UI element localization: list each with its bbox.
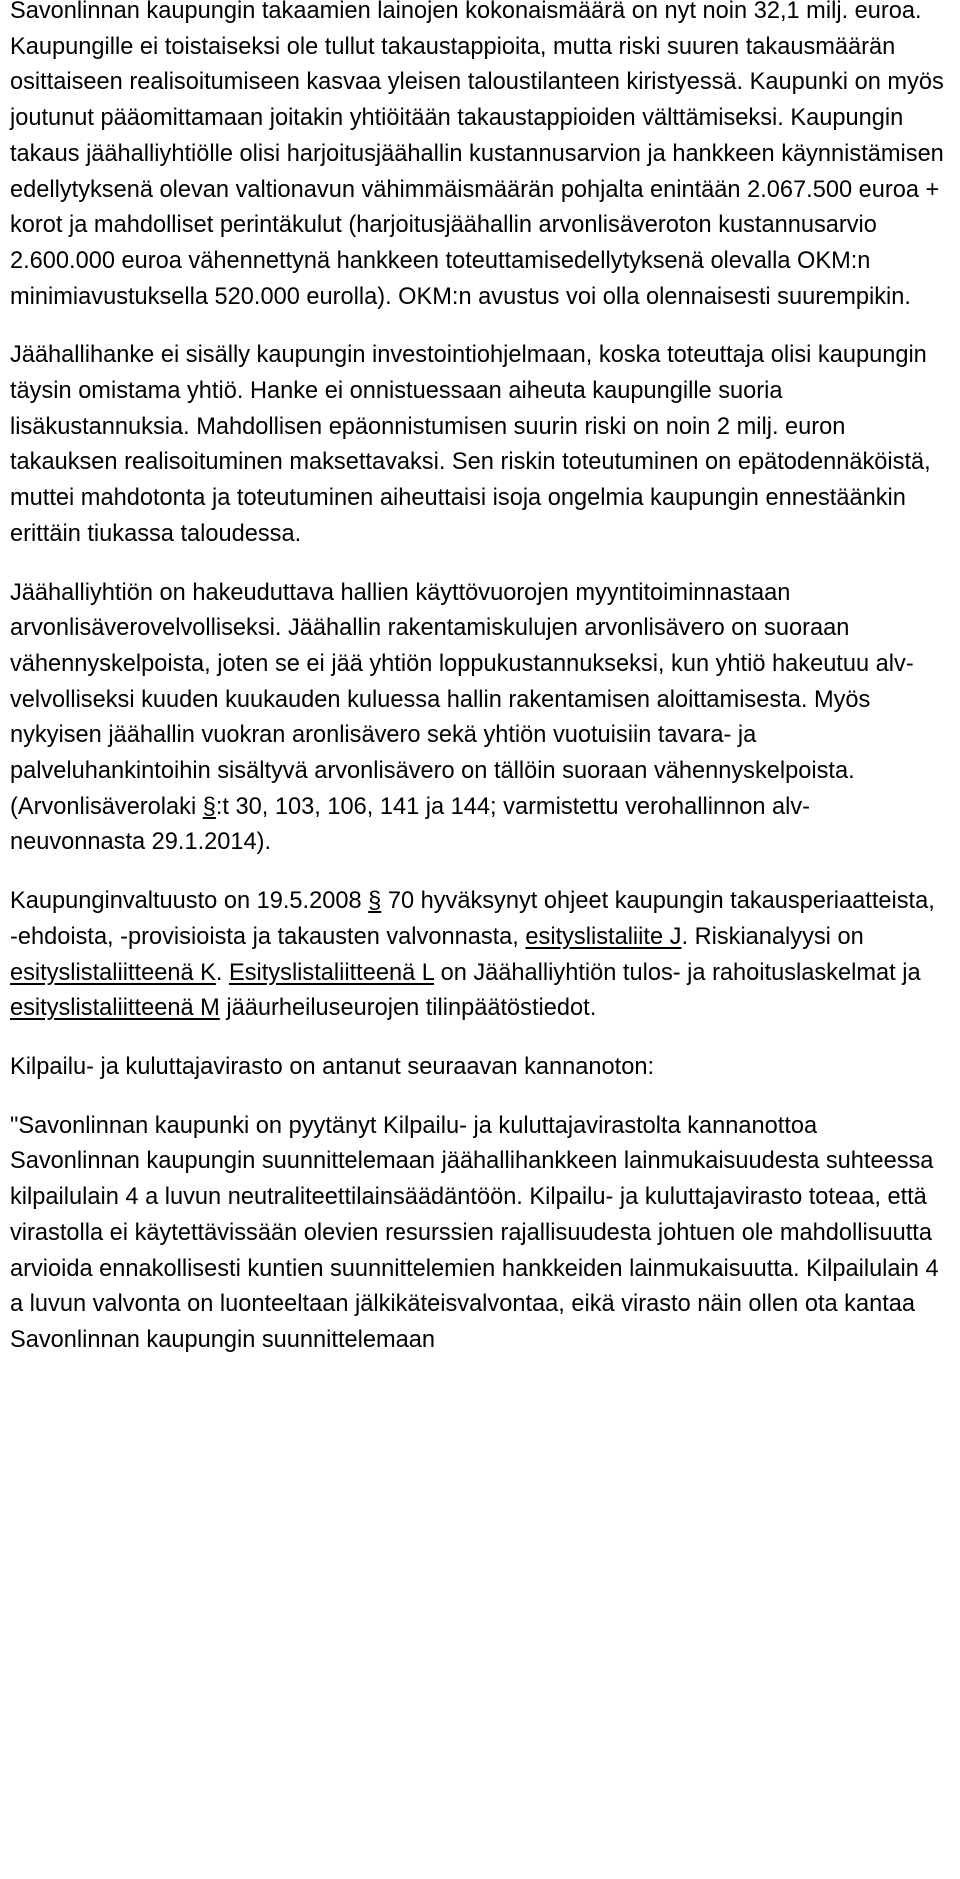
paragraph-text: . — [215, 959, 230, 986]
attachment-link[interactable]: § — [368, 888, 382, 915]
attachment-link[interactable]: § — [202, 793, 216, 820]
paragraph-text: :t 30, 103, 106, 141 ja 144; varmistettu verohallinnon alv-neuvonnasta 29.1.2014). — [10, 793, 811, 856]
paragraph-kkv-statement — [10, 1109, 944, 1359]
paragraph-text: "Savonlinnan kaupunki on pyytänyt Kilpailu- ja kuluttajavirastolta kannanottoa Savonlinnan kaupungin suunnittelemaan jäähallihankkeen lainmukaisuudesta suhteessa kilpailulain 4 a luvun neutraliteettilainsäädäntöön. Kilpailu- ja kuluttajavirasto toteaa, että virastolla ei käytettävissään olevien resurssien rajallisuudesta johtuen ole mahdollisuutta arvioida ennakollisesti kuntien suunnittelemien hankkeiden lainmukaisuutta. Kilpailulain 4 a luvun valvonta on luonteeltaan jälkikäteisvalvontaa, eikä virasto näin ollen ota kantaa Savonlinnan kaupungin suunnittelemaan — [10, 1112, 939, 1353]
paragraph-text: Jäähalliyhtiön on hakeuduttava hallien käyttövuorojen myyntitoiminnastaan arvonlisäverovelvolliseksi. Jäähallin rakentamiskulujen arvonlisävero on suoraan vähennyskelpoista, joten se ei jää yhtiön loppukustannukseksi, kun yhtiö hakeutuu alv-velvolliseksi kuuden kuukauden kuluessa hallin rakentamisen aloittamisesta. Myös nykyisen jäähallin vuokran aronlisävero sekä yhtiön vuotuisiin tavara- ja palveluhankintoihin sisältyvä arvonlisävero on tällöin suoraan vähennyskelpoista. (Arvonlisäverolaki — [10, 579, 914, 820]
paragraph-text: Jäähallihanke ei sisälly kaupungin investointiohjelmaan, koska toteuttaja olisi kaupungin täysin omistama yhtiö. Hanke ei onnistuessaan aiheuta kaupungille suoria lisäkustannuksia. Mahdollisen epäonnistumisen suurin riski on noin 2 milj. euron takauksen realisoituminen maksettavaksi. Sen riskin toteutuminen on epätodennäköistä, muttei mahdotonta ja toteutuminen aiheuttaisi isoja ongelmia kaupungin ennestäänkin erittäin tiukassa taloudessa. — [10, 342, 931, 547]
paragraph-text: . Riskianalyysi on — [681, 923, 864, 950]
paragraph-text: Kaupunginvaltuusto on 19.5.2008 — [10, 888, 369, 915]
paragraph-investment-program — [10, 338, 944, 552]
attachment-link[interactable]: esityslistaliitteenä M — [10, 995, 220, 1022]
attachment-link[interactable]: Esityslistaliitteenä L — [229, 959, 435, 986]
paragraph-text: jääurheiluseurojen tilinpäätöstiedot. — [219, 995, 597, 1022]
attachment-link[interactable]: esityslistaliite J — [525, 923, 682, 950]
paragraph-text: 70 hyväksynyt ohjeet kaupungin takausperiaatteista, -ehdoista, -provisioista ja takausten valvonnasta, — [10, 888, 935, 950]
paragraph-text: Savonlinnan kaupungin takaamien lainojen kokonaismäärä on nyt noin 32,1 milj. euroa. Kaupungille ei toistaiseksi ole tullut takaustappioita, mutta riski suuren takausmäärän osittaiseen realisoitumiseen kasvaa yleisen taloustilanteen kiristyessä. Kaupunki on myös joutunut pääomittamaan joitakin yhtiöitään takaustappioiden välttämiseksi. Kaupungin takaus jäähalliyhtiölle olisi harjoitusjäähallin kustannusarvion ja hankkeen käynnistämisen edellytyksenä olevan valtionavun vähimmäismäärän pohjalta enintään 2.067.500 euroa + korot ja mahdolliset perintäkulut (harjoitusjäähallin arvonlisäveroton kustannusarvio 2.600.000 euroa vähennettynä hankkeen toteuttamisedellytyksenä olevalla OKM:n minimiavustuksella 520.000 eurolla). OKM:n avustus voi olla olennaisesti suurempikin. — [10, 0, 944, 310]
attachment-link[interactable]: esityslistaliitteenä K — [10, 959, 216, 986]
paragraph-text: on Jäähalliyhtiön tulos- ja rahoituslaskelmat ja — [434, 959, 921, 986]
paragraph-council-guidelines — [10, 884, 944, 1027]
paragraph-guarantee-risk — [10, 0, 944, 315]
paragraph-text: Kilpailu- ja kuluttajavirasto on antanut seuraavan kannanoton: — [10, 1053, 655, 1080]
paragraph-vat — [10, 576, 944, 862]
paragraph-kkv-intro — [10, 1050, 944, 1086]
